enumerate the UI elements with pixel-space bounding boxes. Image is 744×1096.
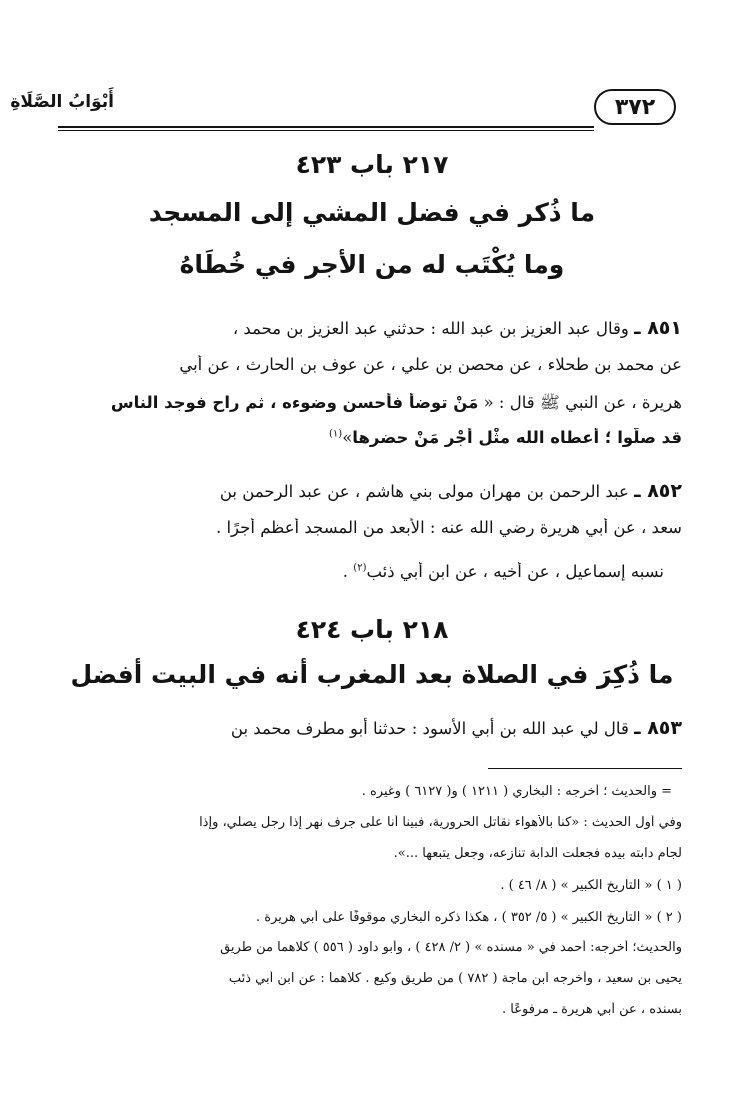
- footnote-cont-line2: وفي أول الحديث : «كنا بالأهواء نقاتل الحرورية، فبينا أنا على جرف نهر إذا رجل يصلي، وإذا: [199, 815, 682, 830]
- chapter-217-title-line2: وما يُكْتَب له من الأجر في خُطَاهُ: [179, 250, 565, 279]
- footnote-2-line3: يحيى بن سعيد ، وأخرجه ابن ماجة ( ٧٨٢ ) من طريق وكيع . كلاهما : عن ابن أبي ذئب: [228, 971, 682, 986]
- hadith-851-matn-2: قد صلّوا ؛ أعطاه الله مثْل أجْرِ مَنْ حضرها: [352, 428, 682, 447]
- hadith-851-number: ٨٥١ ـ: [634, 317, 682, 339]
- hadith-853-line1: [60, 717, 682, 739]
- hadith-851-line4: [60, 428, 682, 447]
- hadith-851-line2: عن محمد بن طحلاء ، عن محصن بن علي ، عن عوف بن الحارث ، عن أبي: [179, 355, 682, 374]
- hadith-852-number: ٨٥٢ ـ: [634, 480, 682, 502]
- footnote-2-line4: بسنده ، عن أبي هريرة ـ مرفوعًا .: [502, 1002, 682, 1017]
- header-rule: [58, 126, 594, 128]
- page-number-badge: [594, 89, 676, 125]
- footnote-ref-1[interactable]: (١): [329, 428, 343, 440]
- chapter-218-number: ٢١٨ باب ٤٢٤: [295, 615, 449, 644]
- hadith-852-text-1: عبد الرحمن بن مهران مولى بني هاشم ، عن عبد الرحمن بن: [219, 482, 629, 501]
- hadith-852-text-3: نسبه إسماعيل ، عن أخيه ، عن ابن أبي ذئب: [366, 562, 664, 581]
- hadith-853-text-1: قال لي عبد الله بن أبي الأسود : حدثنا أبو مطرف محمد بن: [230, 719, 629, 738]
- footnote-cont-line3: لجام دابته بيده فجعلت الدابة تنازعه، وجعل يتبعها ...».: [393, 846, 682, 861]
- hadith-851-quote-close: »: [342, 428, 353, 447]
- footnote-ref-2[interactable]: (٢): [353, 562, 367, 574]
- hadith-852-end: .: [342, 562, 354, 581]
- hadith-853-number: ٨٥٣ ـ: [634, 717, 682, 739]
- hadith-851-line1: [60, 317, 682, 339]
- hadith-851-text-3: هريرة ، عن النبي ﷺ قال : «: [483, 393, 682, 412]
- hadith-852-line1: [60, 480, 682, 502]
- footnote-2-line2: والحديث؛ أخرجه: أحمد في « مسنده » ( ٢/ ٤٢٨ ) ، وأبو داود ( ٥٥٦ ) كلاهما من طريق: [220, 940, 682, 955]
- hadith-851-text-1: وقال عبد العزيز بن عبد الله : حدثني عبد العزيز بن محمد ،: [232, 319, 629, 338]
- page-number: ٣٧٢: [614, 94, 656, 120]
- hadith-851-line3: [60, 393, 682, 417]
- hadith-852-line2: سعد ، عن أبي هريرة رضي الله عنه : الأبعد من المسجد أعظم أجرًا .: [215, 518, 682, 537]
- footnote-2-line1: ( ٢ ) « التاريخ الكبير » ( ٥/ ٣٥٢ ) ، هكذا ذكره البخاري موقوفًا على أبي هريرة .: [256, 910, 682, 925]
- chapter-217-title-line1: ما ذُكر في فضل المشي إلى المسجد: [148, 198, 596, 227]
- running-title: أَبْوَابُ الصَّلَاةِ: [10, 92, 114, 112]
- header-rule-thin: [58, 130, 594, 131]
- hadith-851-matn-1: مَنْ توضأ فأحسن وضوءه ، ثم راح فوجد الناس: [110, 393, 479, 412]
- chapter-217-number: ٢١٧ باب ٤٢٣: [295, 150, 449, 179]
- footnote-separator: [488, 768, 682, 769]
- footnote-cont-line1: = والحديث ؛ أخرجه : البخاري ( ١٢١١ ) و( ٦١٢٧ ) وغيره .: [361, 784, 672, 799]
- footnote-1: ( ١ ) « التاريخ الكبير » ( ٨/ ٤٦ ) .: [500, 878, 682, 893]
- hadith-852-line3: [343, 562, 664, 581]
- chapter-218-title: ما ذُكِرَ في الصلاة بعد المغرب أنه في البيت أفضل: [70, 660, 674, 689]
